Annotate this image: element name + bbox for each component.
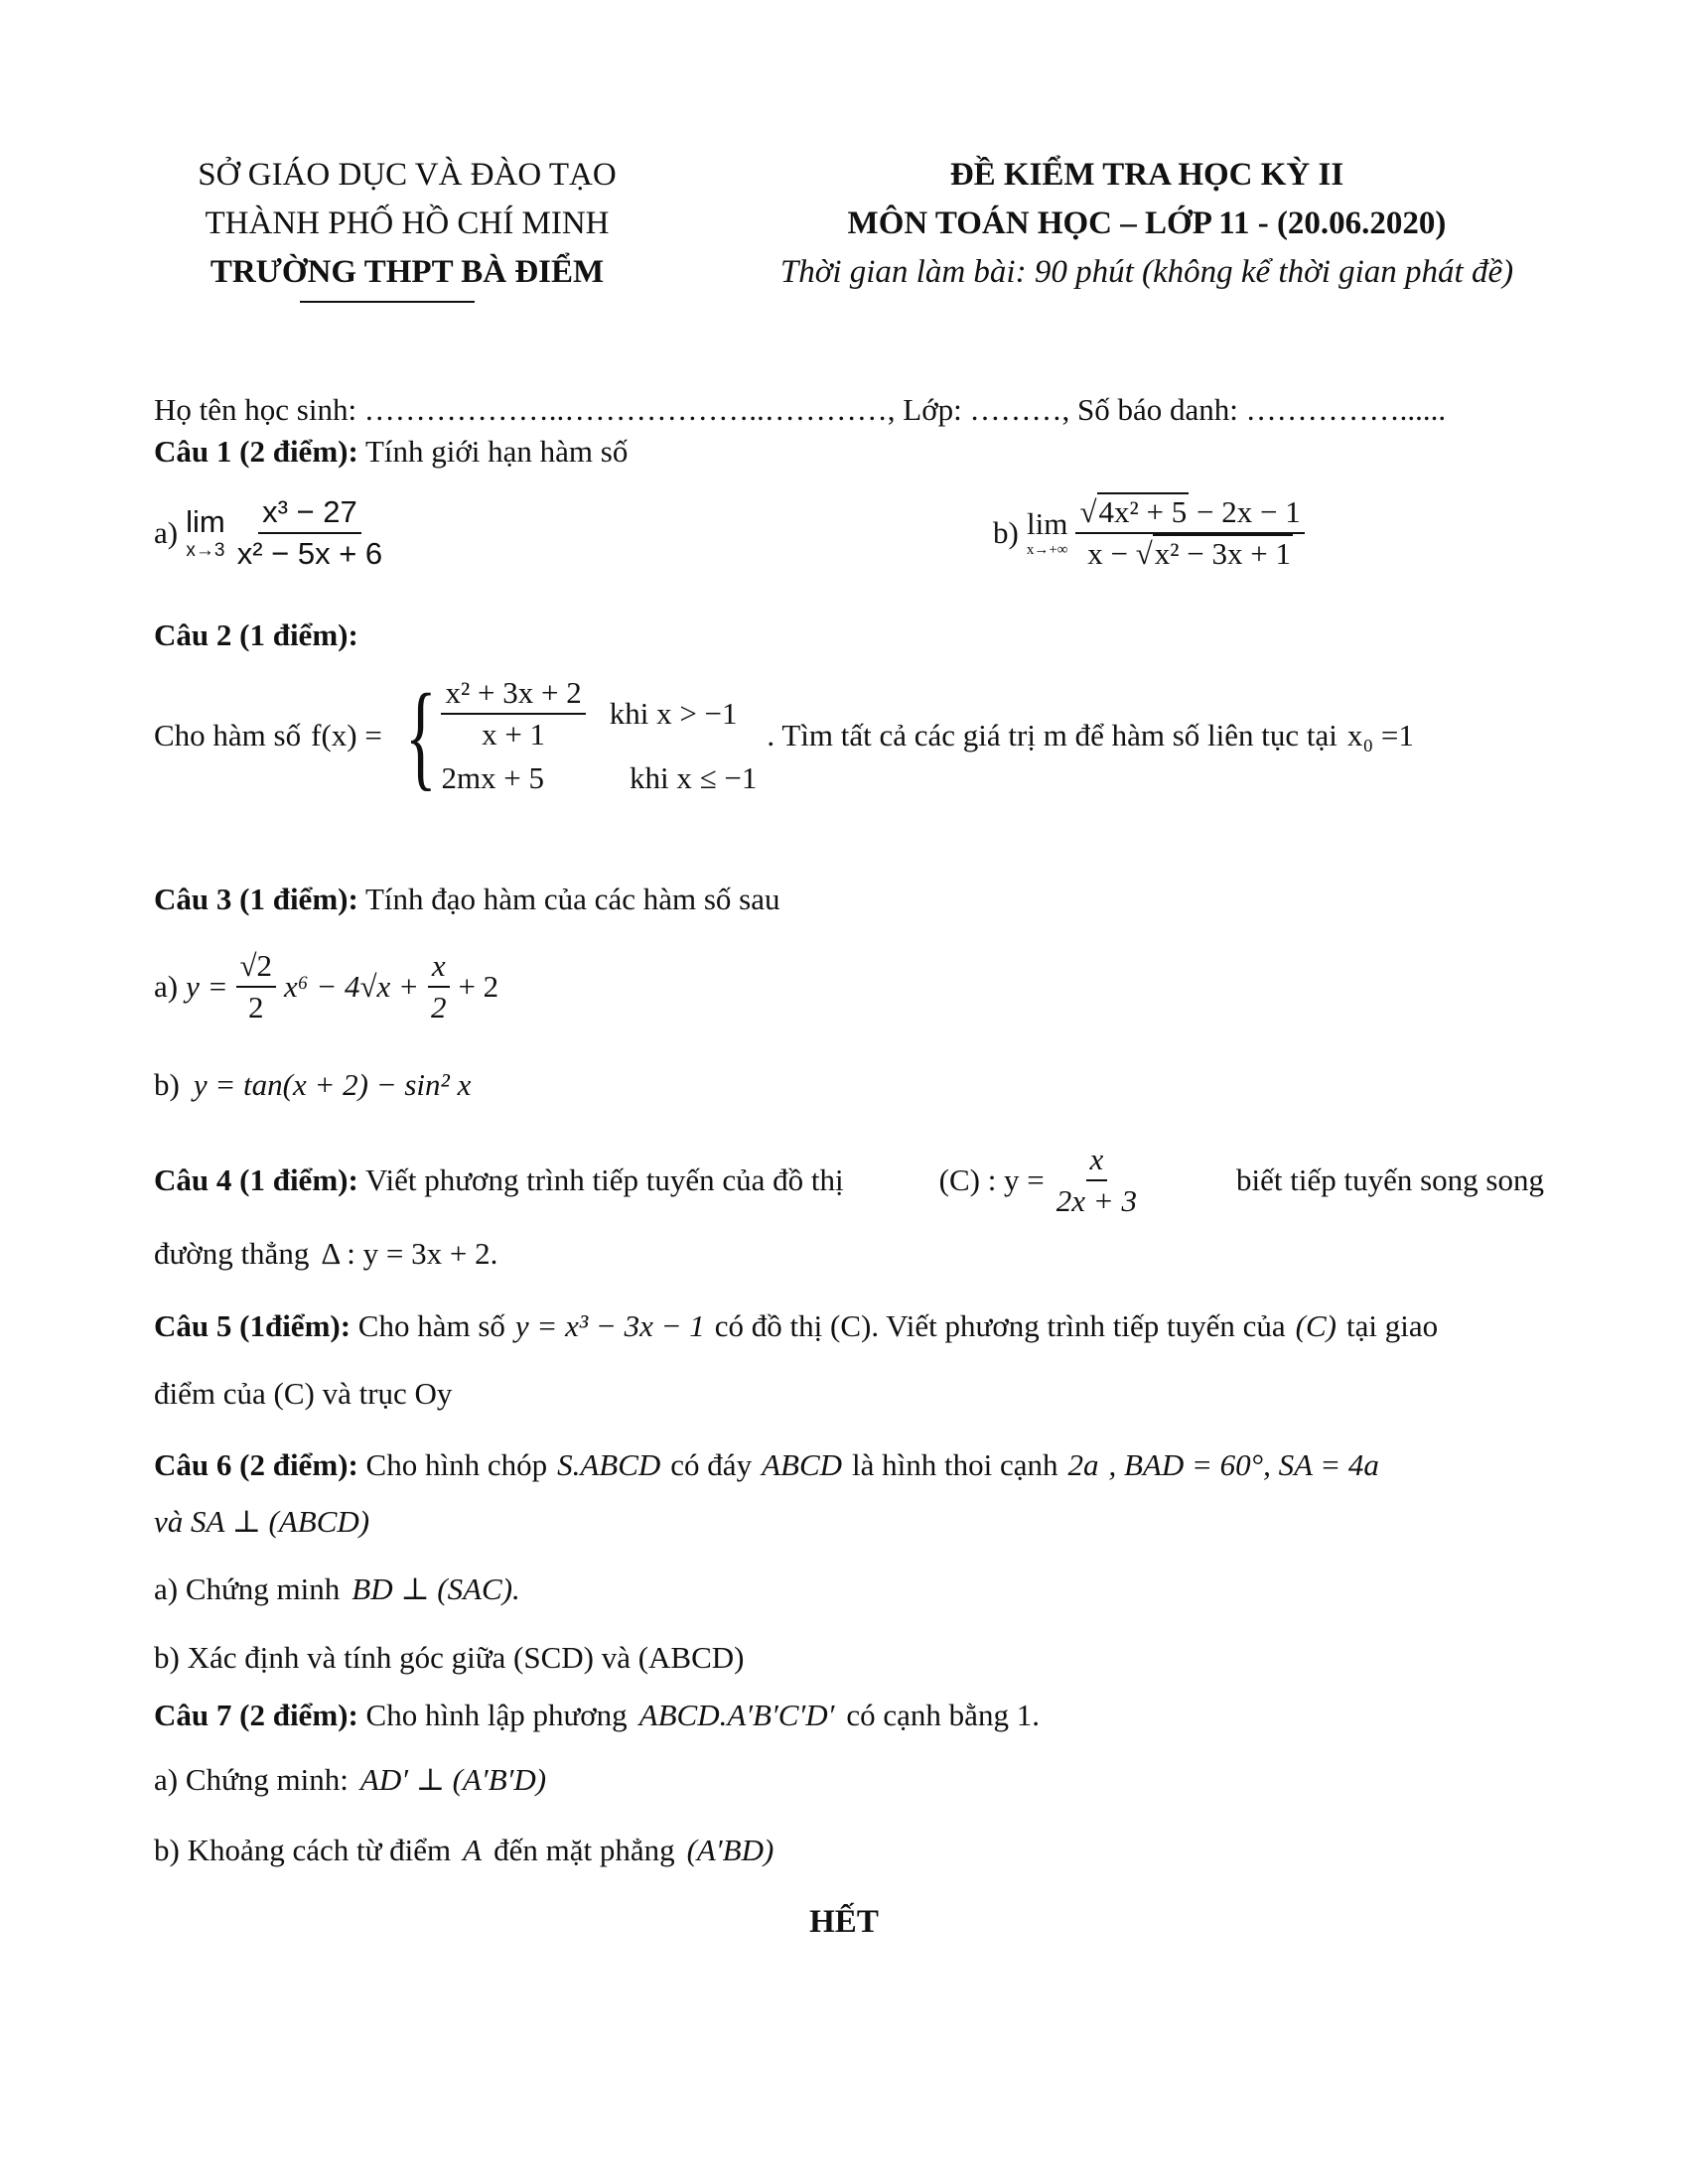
q1a-fraction: [233, 494, 386, 572]
q1b-den-pre: x −: [1087, 536, 1136, 571]
q5-curve: (C): [1295, 1308, 1336, 1343]
q1b-label: b): [993, 515, 1019, 550]
q2-case2-cond: khi x ≤ −1: [630, 760, 758, 795]
exam-title: ĐỀ KIỂM TRA HỌC KỲ II: [949, 157, 1344, 193]
q2-case2-expr: 2mx + 5: [441, 760, 545, 795]
q7-cube: ABCD.A′B′C′D′: [638, 1698, 835, 1732]
q5-func: y = x³ − 3x − 1: [514, 1308, 705, 1343]
q7-label: Câu 7 (2 điểm):: [154, 1698, 358, 1732]
q7b-text: b) Khoảng cách từ điểm: [154, 1833, 452, 1867]
q7-text1: Cho hình lập phương: [357, 1698, 628, 1732]
q1b-numerator: √4x² + 5 − 2x − 1: [1075, 494, 1304, 534]
q3a-frac1-num: √2: [236, 948, 277, 988]
q6-text1: Cho hình chóp: [357, 1447, 548, 1482]
q3b-label: b): [154, 1067, 180, 1102]
q1b-lim-word: lim: [1026, 506, 1068, 541]
q7b: [154, 1833, 774, 1868]
q2-body: [154, 669, 1414, 801]
q6-label: Câu 6 (2 điểm):: [154, 1447, 358, 1482]
header-left: [139, 151, 675, 297]
q5-text2: có đồ thị (C). Viết phương trình tiếp tuyến của: [714, 1308, 1286, 1343]
q3b-expr: y = tan(x + 2) − sin² x: [193, 1067, 472, 1102]
q4-curve: [939, 1142, 1141, 1219]
q7-line1: [154, 1698, 1040, 1733]
q4-text2: biết tiếp tuyến song song: [1236, 1162, 1544, 1197]
q1b-num-root: 4x² + 5: [1098, 494, 1188, 529]
q6a-text: a) Chứng minh: [154, 1571, 341, 1606]
q4-line1: [154, 1142, 1544, 1219]
q2-case1-den: x + 1: [482, 717, 546, 751]
q2-case1-fraction: [441, 675, 585, 752]
q7a-text: a) Chứng minh:: [154, 1762, 349, 1797]
q2-fx: f(x) =: [311, 718, 382, 752]
q2-case1: [441, 675, 757, 752]
q5-text1: Cho hàm số: [351, 1308, 505, 1343]
q4-label: Câu 4 (1 điểm):: [154, 1162, 358, 1197]
q1a-denominator: x² − 5x + 6: [236, 536, 383, 571]
q3-label: Câu 3 (1 điểm):: [154, 882, 358, 916]
q5-text3: tại giao: [1345, 1308, 1439, 1343]
q6-line2: và SA ⊥ (ABCD): [154, 1504, 370, 1539]
q7a: [154, 1762, 546, 1798]
q6b: b) Xác định và tính góc giữa (SCD) và (ABCD): [154, 1640, 745, 1675]
q2-tail: . Tìm tất cả các giá trị m để hàm số liên tục tại: [767, 718, 1337, 752]
q2-point: x₀ =1: [1346, 718, 1414, 752]
q6-text2: có đáy: [670, 1447, 753, 1482]
q3a-frac2-den: 2: [430, 990, 447, 1024]
q7b-text2: đến mặt phẳng: [493, 1833, 675, 1867]
time-line: Thời gian làm bài: 90 phút (không kể thời gian phát đề): [779, 254, 1514, 290]
q1a-lim-sub: x→3: [186, 540, 225, 561]
q1a-limit: [186, 506, 225, 560]
q3a-fraction1: [236, 948, 277, 1025]
q3a-tail: + 2: [458, 969, 499, 1004]
q3a-y: y =: [186, 969, 228, 1004]
q6-base: ABCD: [762, 1447, 843, 1482]
q6-side: 2a: [1067, 1447, 1099, 1482]
q2-case1-num: x² + 3x + 2: [441, 675, 585, 715]
q3a-frac2-num: x: [428, 948, 450, 988]
q1b-lim-sub: x→+∞: [1026, 542, 1068, 558]
q1b-denominator: x − √x² − 3x + 1: [1087, 536, 1291, 571]
q3a-frac1-den: 2: [248, 990, 264, 1024]
dept-line1: SỞ GIÁO DỤC VÀ ĐÀO TẠO: [198, 157, 617, 193]
q1b: [993, 494, 1305, 572]
q1b-num-rest: − 2x − 1: [1189, 494, 1301, 529]
q2-intro: Cho hàm số: [154, 718, 302, 752]
q7-text2: có cạnh bằng 1.: [846, 1698, 1040, 1732]
q3a-fraction2: [427, 948, 451, 1025]
q7b-point: A: [463, 1833, 483, 1867]
q1a-lim-word: lim: [186, 504, 225, 539]
q5-label: Câu 5 (1điểm):: [154, 1308, 352, 1343]
student-info-line: Họ tên học sinh: ………………..………………..…………, Lớp: ………, Số báo danh: ……………......: [154, 392, 1447, 427]
q1b-den-root: x² − 3x + 1: [1154, 536, 1291, 571]
q1-heading: [154, 434, 628, 470]
q1-label: Câu 1 (2 điểm):: [154, 434, 358, 469]
q3-text: Tính đạo hàm của các hàm số sau: [357, 882, 780, 916]
q4-fraction: [1053, 1142, 1141, 1219]
q6-text3: là hình thoi cạnh: [852, 1447, 1058, 1482]
q7a-math: AD′ ⊥ (A′B′D): [359, 1762, 547, 1797]
q6a-math: BD ⊥ (SAC).: [352, 1571, 520, 1606]
q3a-label: a): [154, 969, 179, 1004]
q2-cases: [441, 675, 757, 796]
q2-brace: {: [404, 669, 437, 801]
q3-heading: [154, 882, 779, 917]
q2-case1-cond: khi x > −1: [609, 696, 738, 731]
school-name: TRƯỜNG THPT BÀ ĐIỂM: [210, 254, 605, 290]
school-underline: [300, 301, 475, 303]
q4-frac-num: x: [1086, 1142, 1108, 1181]
q5-line2: điểm của (C) và trục Oy: [154, 1376, 453, 1411]
q4-text1: Viết phương trình tiếp tuyến của đồ thị: [357, 1162, 844, 1197]
q1a-label: a): [154, 515, 179, 550]
q7b-plane: (A′BD): [686, 1833, 774, 1867]
q2-case2: [441, 760, 757, 796]
q6-angle: , BAD = 60°, SA = 4a: [1108, 1447, 1379, 1482]
subject-line: MÔN TOÁN HỌC – LỚP 11 - (20.06.2020): [847, 205, 1447, 241]
q6-line1: [154, 1447, 1379, 1483]
q2-label: Câu 2 (1 điểm):: [154, 617, 358, 652]
q1b-fraction: [1075, 494, 1304, 572]
q3a-mid: x⁶ − 4√x +: [284, 969, 419, 1004]
q6a: [154, 1571, 520, 1607]
q4-curve-label: (C) : y =: [938, 1162, 1045, 1197]
q3a: [154, 948, 498, 1025]
q1b-limit: [1027, 508, 1068, 558]
q4-line2-text: đường thẳng: [154, 1236, 310, 1271]
q5-line1: [154, 1308, 1438, 1344]
end-marker: HẾT: [809, 1904, 879, 1940]
q4-delta: Δ : y = 3x + 2.: [321, 1236, 498, 1271]
q6-pyramid: S.ABCD: [557, 1447, 661, 1482]
q1-text: Tính giới hạn hàm số: [357, 434, 629, 469]
q1a: [154, 494, 386, 572]
q4-line2: [154, 1236, 497, 1272]
q4-frac-den: 2x + 3: [1055, 1183, 1137, 1218]
q3b: [154, 1067, 471, 1103]
dept-line2: THÀNH PHỐ HỒ CHÍ MINH: [205, 205, 610, 241]
header-right: [715, 151, 1579, 297]
q1a-numerator: x³ − 27: [258, 494, 361, 534]
